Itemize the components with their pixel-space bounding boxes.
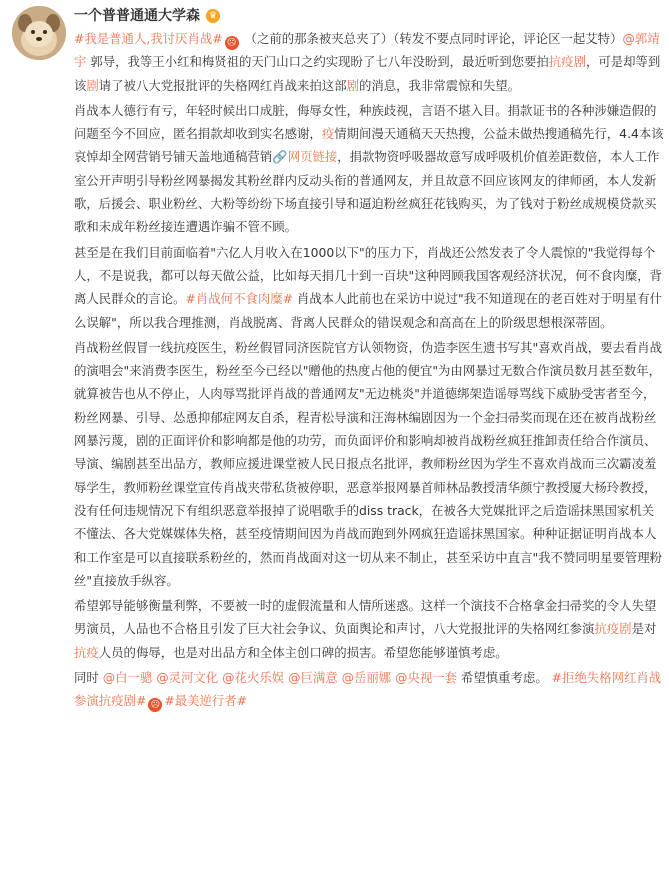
keyword-link[interactable]: 抗疫剧 xyxy=(548,54,586,70)
text: 希望郭导能够衡量利弊，不要被一时的虚假流量和人情所迷惑。这样一个演技不合格拿金扫帚奖的令人失望男演员，人品也不合格且引发了巨大社会争议、负面舆论和声讨，八大党报批评的失格网红参演 xyxy=(74,598,657,637)
text: 的消息，我非常震惊和失望。 xyxy=(358,77,521,93)
text: 肖战本人此前也在采访中说过"我不知道现在的老百姓对于明星有什么误解"，所以我合理推测，肖战脱离、背离人民群众的错误观念和高高在上的阶级思想根深蒂固。 xyxy=(74,291,662,330)
dog-avatar-icon xyxy=(12,6,66,60)
text: 肖战粉丝假冒一线抗疫医生，粉丝假冒同济医院官方认领物资，伪造李医生遗书写其"喜欢肖战，要去看肖战的演唱会"来消费李医生，粉丝至今已经以"赠他的热度占他的便宜"为由网暴过无数合作演员数月甚至数年，就算被告也从不停止，人肉辱骂批评肖战的普通网友"无边桃炎"并道德绑架造谣辱骂线下威胁受害者至今，粉丝网暴、引导、怂恿抑郁症网友自杀，程青松导演和汪海林编剧因为一个金扫帚奖而现在还在被肖战粉丝网暴污蔑，剧的正面评价和影响都是他的功劳，而负面评价和影响却被肖战粉丝疯狂推卸责任给合作演员、导演、编剧甚至出品方，教师应援进课堂被人民日报点名批评，教师粉丝因为学生不喜欢肖战而三次霸凌羞辱学生，教师粉丝课堂宣传肖战夹带私货被停职，恶意举报网暴首师林品教授清华颜宁教授厦大杨玲教授，没有任何违规情况下有组织恶意举报掉了说唱歌手的diss track，在被各大党媒批评之后造谣抹黑国家机关不懂法、各大党媒媒体失格，甚至疫情期间因为肖战而跑到外网疯狂造谣抹黑国家。种种证据证明肖战本人和工作室是可以直接联系粉丝的，然而肖战面对这一切从来不制止，甚至采访中直言"我不赞同明星要管理粉丝"直接放手纵容。 xyxy=(74,339,663,588)
mention-link[interactable]: @央视一套 xyxy=(395,670,458,686)
paragraph-4 xyxy=(74,336,664,592)
text: ，捐款物资呼吸器故意写成呼吸机价值差距数倍，本人工作室公开声明引导粉丝网暴揭发其粉丝群内反动头衔的普通网友，并且故意不回应该网友的律师函，本人发新歌，后援会、职业粉丝、大粉等纷纷下场直接引导和逼迫粉丝疯狂花钱购买，为了钱对于粉丝成规模贷款买歌和未成年粉丝接连遭遇诈骗不管不顾。 xyxy=(74,149,660,235)
angry-emoji-icon: ☹ xyxy=(225,36,239,50)
paragraph-1 xyxy=(74,27,664,97)
text: 人员的侮辱，也是对出品方和全体主创口碑的损害。希望您能够谨慎考虑。 xyxy=(98,644,508,660)
hashtag-part: # xyxy=(135,693,147,709)
hashtag-link[interactable]: #肖战何不食肉糜# xyxy=(185,291,294,307)
keyword-link[interactable]: 抗疫剧 xyxy=(594,621,632,637)
text: 甚至是在我们目前面临着"六亿人月收入在1000以下"的压力下，肖战还公然发表了令人震惊的"我觉得每个人，不是说我，都可以每天做公益，比如每天捐几十到一百块"这种罔顾我国客观经济状况，何不食肉糜，背离人民群众的言论。 xyxy=(74,244,663,307)
keyword-link[interactable]: 剧 xyxy=(86,77,99,93)
hashtag-link[interactable]: #最美逆行者# xyxy=(164,693,248,709)
paragraph-6 xyxy=(74,666,664,713)
author-line xyxy=(74,6,220,26)
text: 请了被八大党报批评的失格网红肖战来拍这部 xyxy=(98,77,347,93)
keyword-link[interactable]: 剧 xyxy=(346,77,359,93)
text: 郭导，我等王小红和梅贤祖的天门山口之约实现盼了七八年没盼到，最近听到您要拍 xyxy=(86,54,549,70)
text: 情期间漫天通稿天天热搜，公益未做热搜通稿先行，4.4本该哀悼却全网营销号铺天盖地通稿营销 xyxy=(74,126,664,165)
paragraph-3 xyxy=(74,241,664,334)
avatar[interactable] xyxy=(12,6,66,60)
text: 肖战本人德行有亏，年轻时候出口成脏，侮辱女性，种族歧视，言语不堪入目。捐款证书的各种涉嫌造假的问题至今不回应，匿名捐款却收到实名感谢， xyxy=(74,102,657,142)
web-link-label: 网页链接 xyxy=(287,149,338,165)
post-body xyxy=(74,27,664,713)
text: 是对 xyxy=(631,621,657,637)
mention-link[interactable]: @巨满意 xyxy=(288,670,338,686)
text: 同时 xyxy=(74,670,103,686)
text: 希望慎重考虑。 xyxy=(457,670,552,686)
paragraph-5 xyxy=(74,594,664,664)
crown-icon: ♛ xyxy=(206,9,220,23)
paragraph-2 xyxy=(74,99,664,239)
mention-link[interactable]: @白一骢 xyxy=(102,670,153,686)
text: （之前的那条被夹总夹了）（转发不要点同时评论，评论区一起艾特） xyxy=(240,31,623,46)
hashtag-link[interactable]: #我是普通人,我讨厌肖战# xyxy=(74,31,223,46)
hashtag-part: 抗疫剧 xyxy=(98,693,136,709)
keyword-link[interactable]: 疫 xyxy=(321,126,335,142)
web-link[interactable] xyxy=(272,149,337,164)
mention-link[interactable]: @灵河文化 xyxy=(156,670,219,686)
author-name[interactable]: 一个普普通通大学森 xyxy=(74,8,200,24)
text: ，可是却等到该 xyxy=(74,54,661,93)
keyword-link[interactable]: 抗疫 xyxy=(74,644,99,660)
angry-emoji-icon: ☹ xyxy=(148,698,162,712)
mention-link[interactable]: @岳丽娜 xyxy=(341,670,392,686)
hashtag-part: #拒绝失格网红肖战参演 xyxy=(74,670,662,709)
link-icon: 🔗 xyxy=(272,149,288,165)
mention-link[interactable]: @花火乐娱 xyxy=(222,670,285,686)
mention-link[interactable]: @郭靖宇 xyxy=(74,31,660,70)
